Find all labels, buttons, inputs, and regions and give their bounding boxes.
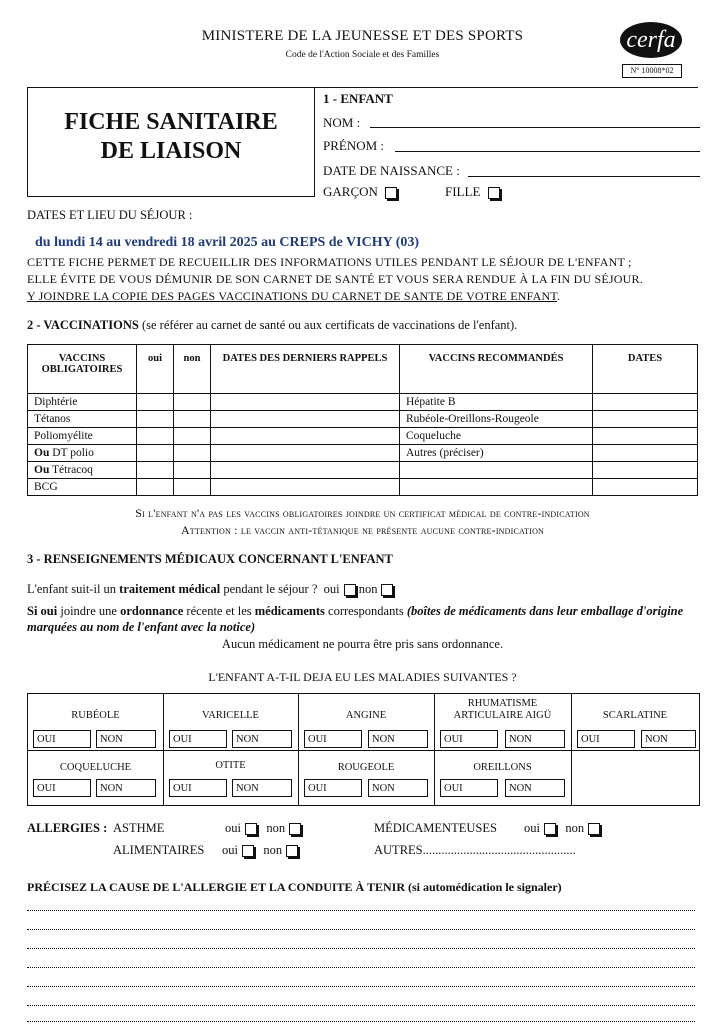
medicamenteuses-label: MÉDICAMENTEUSES (374, 821, 497, 835)
oui-cell[interactable] (137, 411, 174, 428)
date-cell[interactable] (593, 462, 698, 479)
non-box[interactable]: NON (368, 730, 428, 748)
title-line-1: FICHE SANITAIRE (64, 109, 278, 135)
date-cell[interactable] (211, 394, 400, 411)
maladie-name: VARICELLE (202, 710, 259, 721)
title-line-2: DE LIAISON (100, 138, 242, 164)
traitement-post: pendant le séjour ? (223, 582, 318, 596)
ministry-title: MINISTERE DE LA JEUNESSE ET DES SPORTS (201, 28, 524, 44)
sioui-paragraph (27, 603, 687, 635)
non-box[interactable]: NON (96, 779, 156, 797)
allergies-label: ALLERGIES : (27, 821, 108, 835)
col-non: non (174, 345, 211, 394)
non-cell[interactable] (174, 445, 211, 462)
oui-cell[interactable] (137, 479, 174, 496)
medicamenteuses-options (524, 821, 600, 836)
vaccin-note-1: Si l'enfant n'a pas les vaccins obligatoires joindre un certificat médical de contre-indication (135, 506, 590, 520)
oui-label: oui (524, 821, 540, 835)
oui-cell[interactable] (137, 445, 174, 462)
writing-line[interactable] (27, 986, 695, 987)
vaccin-obligatoire (28, 445, 137, 462)
alimentaires-oui-checkbox[interactable] (242, 845, 254, 857)
vaccin-recommande (400, 479, 593, 496)
divider (313, 87, 698, 88)
asthme-oui-checkbox[interactable] (245, 823, 257, 835)
traitement-bold: traitement médical (119, 582, 221, 596)
vaccin-obligatoire: Tétanos (28, 411, 137, 428)
maladie-oreillons (434, 750, 572, 805)
vaccin-note-2: Attention : le vaccin anti-tétanique ne présente aucune contre-indication (180, 523, 545, 537)
alimentaires-options (222, 843, 298, 858)
code-subtitle: Code de l'Action Sociale et des Familles (285, 50, 440, 60)
maladie-angine (298, 694, 435, 750)
vaccin-obligatoire: Diphtérie (28, 394, 137, 411)
maladie-name: OTITE (215, 760, 246, 771)
maladies-grid (27, 693, 700, 806)
prenom-label: PRÉNOM : (323, 138, 385, 153)
oui-box[interactable]: OUI (440, 779, 498, 797)
info-line-3-end: . (557, 289, 561, 303)
oui-label: oui (225, 821, 241, 835)
oui-label: oui (323, 582, 340, 596)
oui-label: oui (222, 843, 238, 857)
date-cell[interactable] (593, 411, 698, 428)
oui-cell[interactable] (137, 394, 174, 411)
writing-line[interactable] (27, 910, 695, 911)
non-cell[interactable] (174, 428, 211, 445)
maladie-coqueluche (28, 750, 164, 805)
non-box[interactable]: NON (232, 779, 292, 797)
precisez-heading: PRÉCISEZ LA CAUSE DE L'ALLERGIE ET LA CONDUITE À TENIR (si automédication le signaler) (27, 880, 562, 894)
medical-heading: 3 - RENSEIGNEMENTS MÉDICAUX CONCERNANT L'ENFANT (27, 552, 393, 566)
oui-box[interactable]: OUI (304, 730, 362, 748)
oui-cell[interactable] (137, 462, 174, 479)
vaccinations-heading (27, 318, 517, 333)
oui-box[interactable]: OUI (304, 779, 362, 797)
vaccinations-table (27, 344, 698, 496)
date-cell[interactable] (593, 479, 698, 496)
date-cell[interactable] (593, 445, 698, 462)
maladie-rhumatisme (434, 694, 572, 750)
maladie-name: RUBÉOLE (71, 710, 120, 721)
traitement-pre: L'enfant suit-il un (27, 582, 117, 596)
table-row (28, 428, 698, 445)
medicamenteuses-non-checkbox[interactable] (588, 823, 600, 835)
sioui-text: récente et les (186, 604, 252, 618)
garcon-label: GARÇON (323, 184, 378, 199)
col-dates-rappels: DATES DES DERNIERS RAPPELS (211, 345, 400, 394)
fille-label: FILLE (445, 184, 481, 199)
sejour-value: du lundi 14 au vendredi 18 avril 2025 au CREPS de VICHY (03) (35, 235, 420, 250)
sejour-label: DATES ET LIEU DU SÉJOUR : (27, 208, 193, 222)
col-recommandes: VACCINS RECOMMANDÉS (400, 345, 593, 394)
maladie-rougeole (298, 750, 435, 805)
writing-line[interactable] (27, 1005, 695, 1006)
oui-cell[interactable] (137, 428, 174, 445)
maladie-name: OREILLONS (473, 762, 532, 773)
maladie-name: COQUELUCHE (59, 762, 132, 773)
non-cell[interactable] (174, 411, 211, 428)
col-oui: oui (137, 345, 174, 394)
table-row (28, 479, 698, 496)
medicamenteuses-oui-checkbox[interactable] (544, 823, 556, 835)
date-cell[interactable] (211, 462, 400, 479)
vaccin-name: DT polio (52, 447, 94, 459)
asthme-options (225, 821, 301, 836)
date-cell[interactable] (211, 479, 400, 496)
info-line-3 (27, 289, 560, 304)
asthme-label: ASTHME (113, 821, 165, 835)
table-row (28, 411, 698, 428)
fille-option (445, 184, 500, 200)
maladie-name: SCARLATINE (602, 710, 668, 721)
sioui-bold: Si oui (27, 604, 58, 618)
medicaments-bold: médicaments (254, 604, 325, 618)
ou-label: Ou (34, 447, 50, 459)
info-line-3-underlined: Y JOINDRE LA COPIE DES PAGES VACCINATIONS DU CARNET DE SANTE DE VOTRE ENFANT (27, 289, 558, 303)
table-row (28, 462, 698, 479)
traitement-question (27, 582, 393, 597)
aucun-medicament: Aucun médicament ne pourra être pris sans ordonnance. (221, 637, 504, 651)
col-obligatoires: VACCINS OBLIGATOIRES (28, 345, 137, 394)
prenom-input[interactable] (395, 151, 700, 152)
traitement-non-checkbox[interactable] (381, 584, 393, 596)
ordonnance-bold: ordonnance (120, 604, 184, 618)
cerfa-logo: cerfa (620, 22, 682, 58)
table-row (28, 394, 698, 411)
sioui-text: joindre une (60, 604, 117, 618)
maladie-varicelle (163, 694, 299, 750)
vaccin-recommande: Hépatite B (400, 394, 593, 411)
writing-line[interactable] (27, 948, 695, 949)
vaccin-name: Tétracoq (52, 464, 93, 476)
maladies-question: L'ENFANT A-T-IL DEJA EU LES MALADIES SUIVANTES ? (208, 670, 517, 684)
naissance-label: DATE DE NAISSANCE : (323, 163, 460, 178)
non-label: non (565, 821, 585, 835)
maladie-name: RHUMATISME (467, 698, 538, 709)
oui-box[interactable]: OUI (577, 730, 635, 748)
oui-box[interactable]: OUI (33, 730, 91, 748)
non-box[interactable]: NON (232, 730, 292, 748)
vaccinations-title: 2 - VACCINATIONS (27, 318, 139, 332)
traitement-oui-checkbox[interactable] (344, 584, 356, 596)
table-header-row (28, 345, 698, 394)
vaccin-recommande: Autres (préciser) (400, 445, 593, 462)
oui-box[interactable]: OUI (169, 730, 227, 748)
table-row (28, 445, 698, 462)
maladie-name-line2: ARTICULAIRE AIGÜ (453, 710, 552, 721)
oui-box[interactable]: OUI (169, 779, 227, 797)
form-title (27, 108, 315, 166)
non-cell[interactable] (174, 394, 211, 411)
info-line-2: ELLE ÉVITE DE VOUS DÉMUNIR DE SON CARNET DE SANTÉ ET VOUS SERA RENDUE À LA FIN DU SÉJOUR. (27, 272, 643, 286)
vaccin-obligatoire (28, 462, 137, 479)
vaccin-obligatoire: Poliomyélite (28, 428, 137, 445)
writing-line[interactable] (27, 1021, 695, 1022)
maladie-otite (163, 750, 299, 805)
cerfa-number: N° 10008*02 (622, 64, 682, 78)
sioui-text: correspondants (328, 604, 404, 618)
non-box[interactable]: NON (368, 779, 428, 797)
nom-input[interactable] (370, 127, 700, 128)
alimentaires-non-checkbox[interactable] (286, 845, 298, 857)
non-box[interactable]: NON (96, 730, 156, 748)
oui-box[interactable]: OUI (33, 779, 91, 797)
non-box[interactable]: NON (505, 730, 565, 748)
non-box[interactable]: NON (641, 730, 696, 748)
date-cell[interactable] (211, 411, 400, 428)
date-cell[interactable] (593, 428, 698, 445)
vaccin-recommande (400, 462, 593, 479)
non-cell[interactable] (174, 479, 211, 496)
maladie-name: ROUGEOLE (337, 762, 395, 773)
writing-line[interactable] (27, 929, 695, 930)
info-line-1: CETTE FICHE PERMET DE RECUEILLIR DES INFORMATIONS UTILES PENDANT LE SÉJOUR DE L'ENFANT ; (27, 255, 632, 269)
non-cell[interactable] (174, 462, 211, 479)
sioui-italic: (boîtes de médicaments dans leur emballage d'origine marquées au nom de l'enfant avec la notice) (27, 604, 684, 634)
ou-label: Ou (34, 464, 50, 476)
garcon-option (323, 184, 397, 200)
vaccinations-subtitle: (se référer au carnet de santé ou aux certificats de vaccinations de l'enfant). (141, 318, 518, 332)
autres-field[interactable]: AUTRES................................................. (374, 843, 576, 857)
date-cell[interactable] (593, 394, 698, 411)
col-dates: DATES (593, 345, 698, 394)
maladie-scarlatine (571, 694, 699, 750)
non-box[interactable]: NON (505, 779, 565, 797)
alimentaires-label: ALIMENTAIRES (113, 843, 205, 857)
oui-box[interactable]: OUI (440, 730, 498, 748)
vaccin-recommande: Rubéole-Oreillons-Rougeole (400, 411, 593, 428)
maladie-rubeole (28, 694, 164, 750)
vaccin-obligatoire: BCG (28, 479, 137, 496)
non-label: non (263, 843, 283, 857)
naissance-input[interactable] (468, 176, 700, 177)
non-label: non (358, 582, 378, 596)
vaccin-recommande: Coqueluche (400, 428, 593, 445)
non-label: non (266, 821, 286, 835)
garcon-checkbox[interactable] (385, 187, 397, 199)
maladie-name: ANGINE (345, 710, 387, 721)
nom-label: NOM : (323, 115, 361, 130)
date-cell[interactable] (211, 445, 400, 462)
asthme-non-checkbox[interactable] (289, 823, 301, 835)
fille-checkbox[interactable] (488, 187, 500, 199)
date-cell[interactable] (211, 428, 400, 445)
enfant-heading: 1 - ENFANT (323, 91, 393, 106)
writing-line[interactable] (27, 967, 695, 968)
